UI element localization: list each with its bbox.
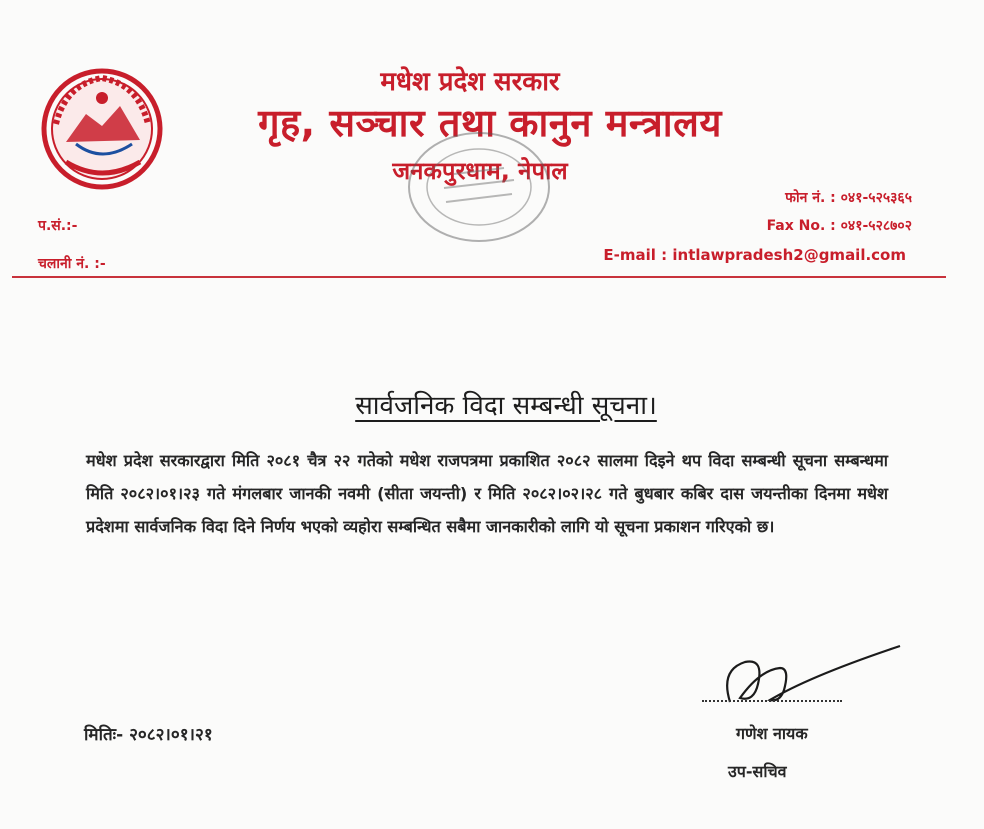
ministry-location: जनकपुरधाम, नेपाल [392,157,568,185]
notice-body: मधेश प्रदेश सरकारद्वारा मिति २०८१ चैत्र २२ गतेको मधेश राजपत्रमा प्रकाशित २०८२ सालमा दिइने थप विदा सम्बन्धी सूचना सम्बन्धमा मिति २०८२।०१।२३ गते मंगलबार जानकी नवमी (सीता जयन्ती) र मिति २०८२।०२।२८ गते बुधबार कबिर दास जयन्तीका दिनमा मधेश प्रदेशमा सार्वजनिक विदा दिने निर्णय भएको व्यहोरा सम्बन्धित सबैमा जानकारीको लागि यो सूचना प्रकाशन गरिएको छ। [86,451,888,536]
fax-number: Fax No. : ०४१-५२८७०२ [766,218,912,234]
reference-number-label: प.सं.:- [38,218,78,234]
header-divider [12,276,946,278]
government-name: मधेश प्रदेश सरकार [380,67,560,97]
dispatch-number-label: चलानी नं. :- [38,256,106,272]
office-stamp-icon [404,128,554,246]
signer-designation: उप-सचिव [728,762,787,781]
signer-name: गणेश नायक [736,724,808,743]
notice-date: मितिः- २०८२।०१।२१ [84,725,213,745]
notice-title: सार्वजनिक विदा सम्बन्धी सूचना। [355,391,657,421]
ministry-name: गृह, सञ्चार तथा कानुन मन्त्रालय [258,101,722,145]
signature-dotted-line [702,700,842,702]
email-address: E-mail : intlawpradesh2@gmail.com [603,246,906,264]
nepal-emblem-icon [36,64,168,194]
handwritten-signature-icon [700,640,910,720]
phone-number: फोन नं. : ०४१-५२५३६५ [785,190,912,206]
